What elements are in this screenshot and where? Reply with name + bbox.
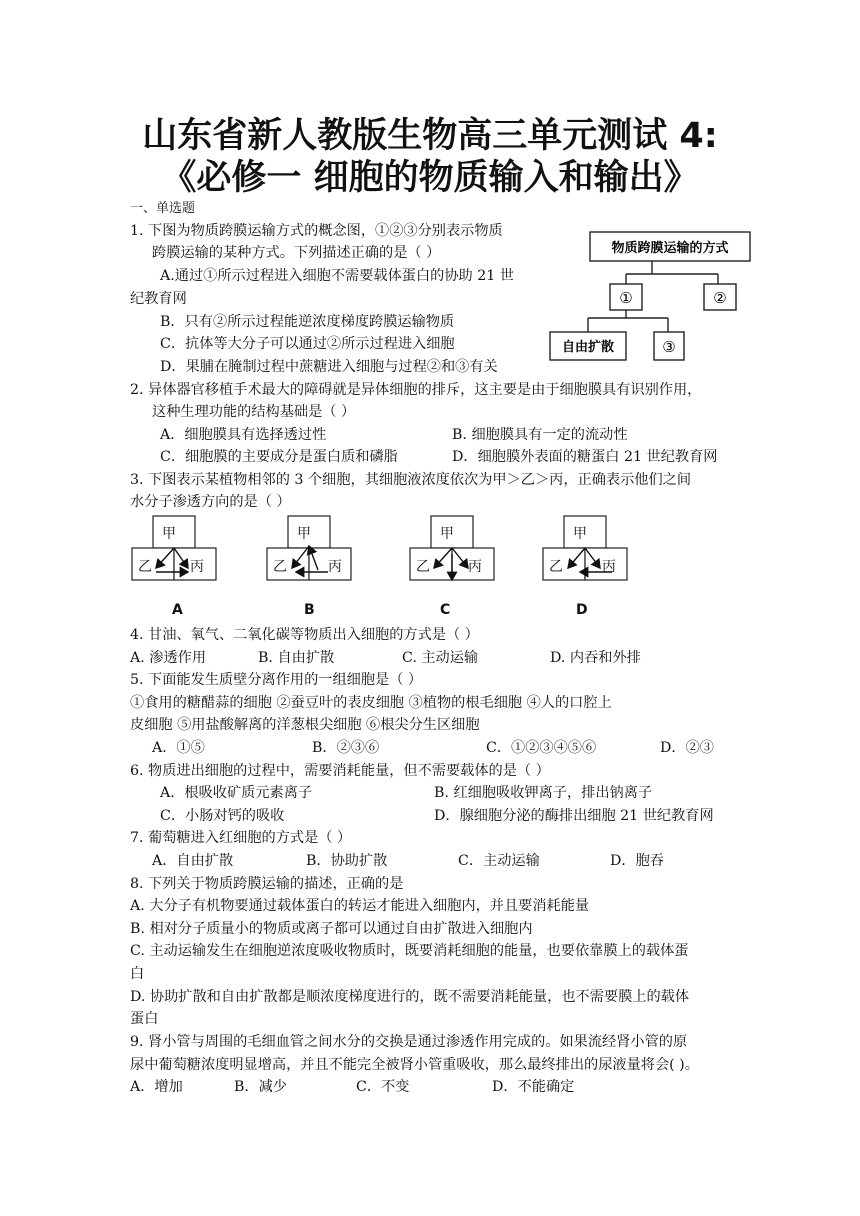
q1-option-d: D．果脯在腌制过程中蔗糖进入细胞与过程②和③有关 [160,359,498,375]
d-bing: 丙 [602,559,616,575]
q9-option-a: A．增加 [130,1079,183,1095]
q5-option-d: D．②③ [660,740,714,756]
d-jia: 甲 [573,526,587,542]
q2-option-d: D．细胞膜外表面的糖蛋白 21 世纪教育网 [452,449,718,465]
q7-option-d: D．胞吞 [610,853,664,869]
q2-option-a: A．细胞膜具有选择透过性 [160,427,327,443]
q2-option-b: B. 细胞膜具有一定的流动性 [452,427,628,443]
q9-option-c: C．不变 [356,1079,410,1095]
q3-stem-line2: 水分子渗透方向的是（ ） [130,494,291,510]
cell-diagrams [128,510,628,622]
q6-stem: 6. 物质进出细胞的过程中，需要消耗能量，但不需要载体的是（ ） [130,763,550,779]
q2-stem-line2: 这种生理功能的结构基础是（ ） [152,404,356,420]
q6-option-c: C．小肠对钙的吸收 [160,808,285,824]
q3-stem-line1: 3. 下图表示某植物相邻的 3 个细胞，其细胞液浓度依次为甲＞乙＞丙，正确表示他们之间 [130,472,692,488]
page-subtitle: 《必修一 细胞的物质输入和输出》 [161,158,699,198]
q1-option-c: C．抗体等大分子可以通过②所示过程进入细胞 [160,336,455,352]
q4-option-b: B. 自由扩散 [258,650,335,666]
q2-stem-line1: 2. 异体器官移植手术最大的障碍就是异体细胞的排斥，这主要是由于细胞膜具有识别作用， [130,382,702,398]
node1-label: ① [619,289,633,307]
q5-stem: 5. 下面能发生质壁分离作用的一组细胞是（ ） [130,672,423,688]
q8-stem: 8. 下列关于物质跨膜运输的描述，正确的是 [130,876,404,892]
q8-option-c-cont: 白 [130,966,145,982]
q1-stem-line2: 跨膜运输的某种方式。下列描述正确的是（ ） [152,245,441,261]
q6-option-d: D．腺细胞分泌的酶排出细胞 21 世纪教育网 [434,808,714,824]
q1-option-b: B．只有②所示过程能逆浓度梯度跨膜运输物质 [160,314,455,330]
q7-option-c: C．主动运输 [458,853,540,869]
b-jia: 甲 [297,526,311,542]
concept-diagram [548,226,760,366]
q2-option-c: C．细胞膜的主要成分是蛋白质和磷脂 [160,449,398,465]
c-jia: 甲 [440,526,454,542]
q7-option-a: A．自由扩散 [152,853,234,869]
b-bing: 丙 [328,559,342,575]
section-heading: 一、单选题 [130,201,196,216]
q7-stem: 7. 葡萄糖进入红细胞的方式是（ ） [130,830,352,846]
q4-stem: 4. 甘油、氧气、二氧化碳等物质出入细胞的方式是（ ） [130,627,479,643]
q4-option-c: C. 主动运输 [402,650,479,666]
node2-label: ② [713,289,727,307]
q5-option-a: A．①⑤ [152,740,205,756]
q5-option-b: B．②③⑥ [312,740,380,756]
q9-option-b: B．减少 [234,1079,287,1095]
label-c: C [440,602,451,618]
q6-option-a: A．根吸收矿质元素离子 [160,785,313,801]
q9-stem-line1: 9. 肾小管与周围的毛细血管之间水分的交换是通过渗透作用完成的。如果流经肾小管的原 [130,1034,688,1050]
q8-option-d-cont: 蛋白 [130,1011,159,1027]
leaf2-label: ③ [662,338,676,356]
c-bing: 丙 [468,559,482,575]
q6-option-b: B. 红细胞吸收钾离子，排出钠离子 [434,785,653,801]
q9-stem-line2: 尿中葡萄糖浓度明显增高，并且不能完全被肾小管重吸收，那么最终排出的尿液量将会( )。 [130,1057,699,1073]
root-label: 物质跨膜运输的方式 [611,241,729,256]
q1-option-a: A.通过①所示过程进入细胞不需要载体蛋白的协助 21 世 [160,268,514,284]
label-a: A [172,602,183,618]
q4-option-d: D. 内吞和外排 [550,650,641,666]
page-title: 山东省新人教版生物高三单元测试 4: [142,116,718,156]
label-d: D [576,602,588,618]
d-yi: 乙 [549,559,563,575]
q4-option-a: A. 渗透作用 [130,650,207,666]
q8-option-c: C. 主动运输发生在细胞逆浓度吸收物质时，既要消耗细胞的能量，也要依靠膜上的载体蛋 [130,943,689,959]
a-bing: 丙 [190,559,204,575]
diagram-lines [588,261,718,332]
label-b: B [304,602,315,618]
q8-option-a: A. 大分子有机物要通过载体蛋白的转运才能进入细胞内，并且要消耗能量 [130,898,590,914]
leaf1-label: 自由扩散 [561,340,615,355]
q1-stem-line1: 1. 下图为物质跨膜运输方式的概念图，①②③分别表示物质 [130,223,503,239]
q5-items-line2: 皮细胞 ⑤用盐酸解离的洋葱根尖细胞 ⑥根尖分生区细胞 [130,717,480,733]
c-yi: 乙 [416,559,430,575]
a-jia: 甲 [162,526,176,542]
q1-option-a-cont: 纪教育网 [130,291,187,307]
q7-option-b: B．协助扩散 [306,853,388,869]
q5-option-c: C．①②③④⑤⑥ [486,740,597,756]
q9-option-d: D．不能确定 [492,1079,575,1095]
a-yi: 乙 [138,559,152,575]
q8-option-d: D. 协助扩散和自由扩散都是顺浓度梯度进行的，既不需要消耗能量，也不需要膜上的载体 [130,989,690,1005]
b-yi: 乙 [273,559,287,575]
q5-items-line1: ①食用的糖醋蒜的细胞 ②蚕豆叶的表皮细胞 ③植物的根毛细胞 ④人的口腔上 [130,695,612,711]
q8-option-b: B. 相对分子质量小的物质或离子都可以通过自由扩散进入细胞内 [130,921,533,937]
